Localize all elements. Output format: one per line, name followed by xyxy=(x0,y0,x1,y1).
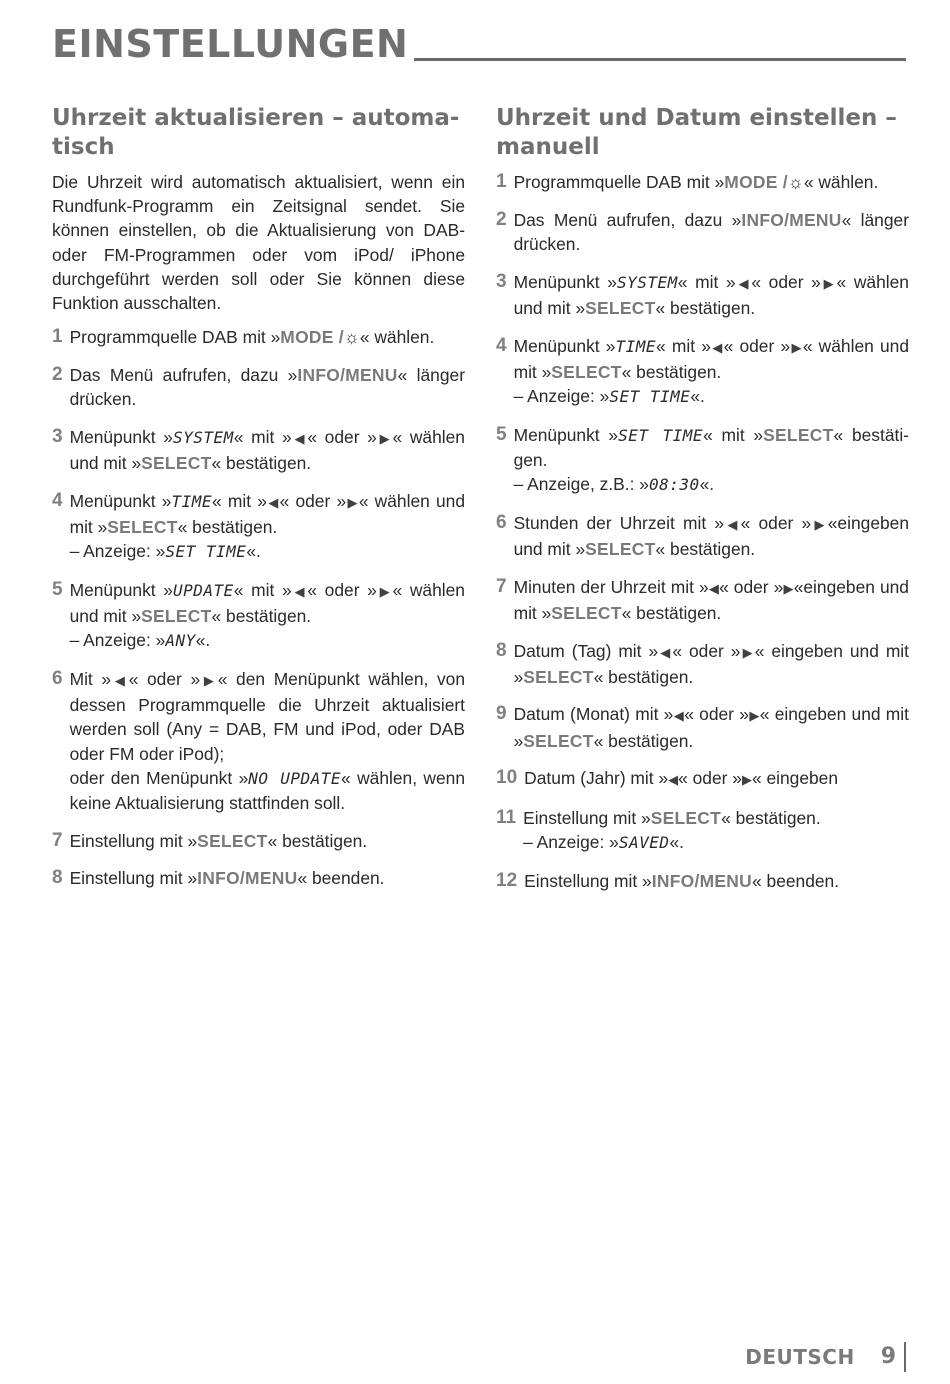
page-footer xyxy=(745,1342,906,1372)
steps-list-manual xyxy=(496,170,909,893)
text-segment: Menüpunkt » xyxy=(69,426,173,447)
text-segment: « eingeben xyxy=(751,768,839,789)
text-segment: « bestätigen. xyxy=(267,830,368,851)
arrow-left-icon: ◀ xyxy=(724,516,741,532)
text-segment: « bestätigen. xyxy=(621,602,722,623)
text-segment: ☼« wählen. xyxy=(787,172,879,192)
step-item xyxy=(496,702,909,752)
text-segment: « bestätigen. xyxy=(621,361,722,382)
step-number: 1 xyxy=(496,171,507,192)
text-segment: « oder » xyxy=(751,271,821,292)
button-label: INFO/MENU xyxy=(741,209,842,230)
text-segment: Mit » xyxy=(69,668,112,689)
arrow-right-icon: ▶ xyxy=(740,644,755,660)
text-segment: Menüpunkt » xyxy=(513,335,616,356)
step-text xyxy=(514,702,909,752)
section-auto-update xyxy=(52,104,465,904)
footer-language: DEUTSCH xyxy=(745,1345,855,1369)
section-manual-setting xyxy=(496,104,909,907)
text-segment: Datum (Monat) mit » xyxy=(513,704,674,725)
text-segment: Programmquelle DAB mit » xyxy=(69,327,281,348)
step-text xyxy=(514,639,909,689)
display-text: TIME xyxy=(171,491,213,511)
step-item xyxy=(52,363,465,411)
step-item xyxy=(496,423,909,498)
step-number: 10 xyxy=(496,767,518,789)
step-text xyxy=(514,334,909,410)
text-segment: Einstellung mit » xyxy=(523,808,651,829)
arrow-left-icon: ◀ xyxy=(673,708,685,724)
text-segment: – Anzeige: » xyxy=(513,385,610,406)
step-item xyxy=(52,829,465,853)
display-text: SYSTEM xyxy=(172,427,234,447)
arrow-right-icon: ▶ xyxy=(790,339,803,355)
step-text xyxy=(70,578,465,654)
step-item xyxy=(52,489,465,565)
text-segment: « oder » xyxy=(723,335,791,356)
step-text xyxy=(514,170,909,194)
text-segment: « wählen und mit » xyxy=(513,335,909,382)
text-segment: Datum (Tag) mit » xyxy=(513,640,659,661)
display-text: SET TIME xyxy=(618,425,704,445)
button-label: SELECT xyxy=(141,453,212,474)
text-segment: «. xyxy=(699,474,715,495)
step-number: 7 xyxy=(496,575,507,597)
text-segment: « mit » xyxy=(233,426,292,447)
page-number: 9 xyxy=(881,1342,906,1372)
step-text xyxy=(514,575,909,625)
step-text xyxy=(70,325,465,349)
text-segment: « oder » xyxy=(128,668,201,689)
step-number: 11 xyxy=(496,807,517,829)
step-number: 2 xyxy=(496,208,507,230)
step-text xyxy=(70,363,465,411)
button-label: SELECT xyxy=(141,606,212,627)
arrow-right-icon: ▶ xyxy=(783,580,794,596)
step-number: 6 xyxy=(496,511,507,533)
text-segment: « bestätigen. xyxy=(177,516,278,537)
text-segment: « bestätigen. xyxy=(593,730,694,751)
section-title-manual: Uhrzeit und Datum einstellen – manuell xyxy=(496,105,897,160)
button-label: SELECT xyxy=(551,361,622,382)
text-segment: « mit » xyxy=(656,335,711,356)
step-item xyxy=(52,425,465,475)
display-text: SET TIME xyxy=(165,542,247,562)
step-number: 5 xyxy=(52,578,63,600)
text-segment: « beenden. xyxy=(752,870,840,891)
text-segment: « eingeben und mit » xyxy=(513,704,909,751)
step-text xyxy=(70,667,465,815)
text-segment: « länger drücken. xyxy=(69,364,465,410)
section-title-auto: Uhrzeit aktualisieren – automa-tisch xyxy=(52,105,460,160)
button-label: SELECT xyxy=(551,602,622,623)
display-text: SYSTEM xyxy=(616,272,678,292)
arrow-left-icon: ◀ xyxy=(708,580,720,596)
header-rule xyxy=(414,58,906,61)
text-segment: « bestätigen. xyxy=(655,297,756,318)
step-item xyxy=(496,170,909,194)
step-text xyxy=(70,866,465,890)
step-number: 5 xyxy=(496,423,507,445)
text-segment: « eingeben und mit » xyxy=(513,640,909,687)
text-segment: « mit » xyxy=(703,424,764,445)
text-segment: Minuten der Uhrzeit mit » xyxy=(513,576,709,597)
text-segment: « mit » xyxy=(233,579,292,600)
button-label: SELECT xyxy=(523,666,594,687)
step-number: 8 xyxy=(52,867,63,889)
step-number: 7 xyxy=(52,829,63,851)
text-segment: « wählen und mit » xyxy=(69,579,465,627)
step-number: 4 xyxy=(52,489,63,511)
text-segment: – Anzeige: » xyxy=(523,832,619,853)
arrow-right-icon: ▶ xyxy=(376,430,393,446)
text-segment: «eingeben und mit » xyxy=(513,512,910,559)
button-label: INFO/MENU xyxy=(197,868,298,889)
page-title: EINSTELLUNGEN xyxy=(52,22,409,66)
text-segment: « oder » xyxy=(678,768,742,789)
display-text: UPDATE xyxy=(172,580,234,600)
arrow-left-icon: ◀ xyxy=(735,275,752,291)
display-text: TIME xyxy=(615,336,657,356)
step-item xyxy=(496,208,909,256)
button-label: SELECT xyxy=(523,730,594,751)
step-item xyxy=(496,270,909,320)
button-label: SELECT xyxy=(763,424,834,445)
text-segment: Programmquelle DAB mit » xyxy=(513,172,725,192)
text-segment: « oder » xyxy=(719,576,784,597)
text-segment: Menüpunkt » xyxy=(69,579,173,600)
text-segment: Datum (Jahr) mit » xyxy=(524,768,669,789)
text-segment: «eingeben und mit » xyxy=(513,576,909,623)
step-number: 8 xyxy=(496,639,507,661)
text-segment: « beenden. xyxy=(297,868,385,889)
step-number: 3 xyxy=(496,270,507,292)
arrow-left-icon: ◀ xyxy=(291,583,308,599)
step-number: 4 xyxy=(496,334,507,356)
arrow-left-icon: ◀ xyxy=(291,430,308,446)
display-text: SET TIME xyxy=(609,386,691,406)
step-item xyxy=(52,325,465,349)
arrow-right-icon: ▶ xyxy=(346,494,359,510)
text-segment: «. xyxy=(690,385,705,406)
text-segment: Menüpunkt » xyxy=(69,490,172,511)
step-item xyxy=(496,806,909,855)
arrow-right-icon: ▶ xyxy=(748,708,760,724)
text-segment: « oder » xyxy=(307,426,377,447)
step-item xyxy=(496,511,909,561)
arrow-right-icon: ▶ xyxy=(200,672,218,688)
text-segment: « den Menüpunkt wählen, von dessen Programmquelle die Uhrzeit aktualisiert werden soll (Any = DAB, FM und iPod, oder DAB oder FM oder iPod); xyxy=(69,668,465,764)
arrow-left-icon: ◀ xyxy=(668,772,679,788)
arrow-right-icon: ▶ xyxy=(811,516,828,532)
text-segment: « wählen und mit » xyxy=(513,271,909,318)
button-label: INFO/MENU xyxy=(651,870,753,891)
text-segment: « länger drücken. xyxy=(513,209,909,254)
text-segment: Einstellung mit » xyxy=(524,870,652,891)
step-item xyxy=(52,866,465,890)
step-text xyxy=(514,423,909,498)
step-number: 3 xyxy=(52,425,63,447)
step-item xyxy=(496,869,909,893)
text-segment: Einstellung mit » xyxy=(69,868,198,889)
text-segment: « bestätigen. xyxy=(593,666,694,687)
step-text xyxy=(514,511,909,561)
step-text xyxy=(524,869,909,893)
display-text: 08:30 xyxy=(648,475,700,495)
text-segment: « bestäti-gen. xyxy=(513,424,909,470)
step-text xyxy=(70,489,465,565)
step-item xyxy=(496,766,909,792)
step-item xyxy=(496,575,909,625)
step-text xyxy=(70,425,465,475)
step-item xyxy=(496,334,909,410)
text-segment: Einstellung mit » xyxy=(69,830,198,851)
text-segment: « bestätigen. xyxy=(211,453,312,474)
text-segment: « oder » xyxy=(279,490,347,511)
step-number: 1 xyxy=(52,326,63,348)
text-segment: – Anzeige: » xyxy=(69,541,166,562)
button-label: INFO/MENU xyxy=(297,364,398,385)
text-segment: « wählen und mit » xyxy=(69,426,465,474)
button-label: MODE / xyxy=(724,172,788,192)
step-number: 12 xyxy=(496,869,518,891)
arrow-right-icon: ▶ xyxy=(376,583,393,599)
step-item xyxy=(496,639,909,689)
arrow-left-icon: ◀ xyxy=(111,672,129,688)
arrow-left-icon: ◀ xyxy=(658,644,673,660)
button-label: SELECT xyxy=(107,516,178,537)
text-segment: « oder » xyxy=(672,640,741,661)
text-segment: «. xyxy=(246,541,261,562)
button-label: SELECT xyxy=(650,808,722,829)
text-segment: « bestätigen. xyxy=(721,808,821,829)
text-segment: Stunden der Uhrzeit mit » xyxy=(513,512,725,533)
text-segment: «. xyxy=(669,832,685,853)
text-segment: oder den Menüpunkt » xyxy=(69,767,249,788)
text-segment: « oder » xyxy=(740,512,812,533)
step-text xyxy=(523,806,909,855)
display-text: SAVED xyxy=(618,833,670,853)
display-text: NO UPDATE xyxy=(248,768,342,788)
text-segment: « mit » xyxy=(212,490,267,511)
step-text xyxy=(514,270,909,320)
step-text xyxy=(524,766,909,792)
text-segment: Das Menü aufrufen, dazu » xyxy=(513,209,742,230)
arrow-left-icon: ◀ xyxy=(710,339,724,355)
button-label: SELECT xyxy=(585,297,656,318)
arrow-right-icon: ▶ xyxy=(741,772,752,788)
step-number: 6 xyxy=(52,667,63,689)
text-segment: Das Menü aufrufen, dazu » xyxy=(69,364,298,385)
text-segment: « oder » xyxy=(307,579,377,600)
text-segment: « oder » xyxy=(684,704,749,725)
text-segment: Menüpunkt » xyxy=(513,271,617,292)
text-segment: – Anzeige, z.B.: » xyxy=(513,474,649,495)
step-text xyxy=(514,208,909,256)
button-label: SELECT xyxy=(585,538,656,559)
button-label: SELECT xyxy=(197,830,268,851)
step-text xyxy=(70,829,465,853)
section-intro: Die Uhrzeit wird automatisch aktualisiert, wenn ein Rundfunk-Programm ein Zeitsignal sendet. Sie können einstellen, ob die Aktualisierung von DAB- oder FM-Programmen oder vom iPod/ iPhone durchgeführt werden soll oder Sie können diese Funktion ausschalten. xyxy=(52,172,465,314)
arrow-right-icon: ▶ xyxy=(820,275,837,291)
page-header xyxy=(52,22,906,66)
text-segment: « bestätigen. xyxy=(211,606,312,627)
display-text: ANY xyxy=(165,631,196,651)
text-segment: «. xyxy=(195,630,211,651)
text-segment: « bestätigen. xyxy=(655,538,756,559)
step-number: 2 xyxy=(52,363,63,385)
step-number: 9 xyxy=(496,703,507,725)
text-segment: – Anzeige: » xyxy=(69,630,166,651)
button-label: MODE / xyxy=(280,327,344,348)
text-segment: ☼« wählen. xyxy=(343,327,435,348)
steps-list-auto xyxy=(52,325,465,890)
text-segment: « wählen und mit » xyxy=(69,490,465,537)
text-segment: Menüpunkt » xyxy=(513,424,619,445)
text-segment: « wählen, wenn keine Aktualisierung stattfinden soll. xyxy=(69,767,465,813)
step-item xyxy=(52,667,465,815)
arrow-left-icon: ◀ xyxy=(266,494,280,510)
step-item xyxy=(52,578,465,654)
text-segment: « mit » xyxy=(677,271,736,292)
